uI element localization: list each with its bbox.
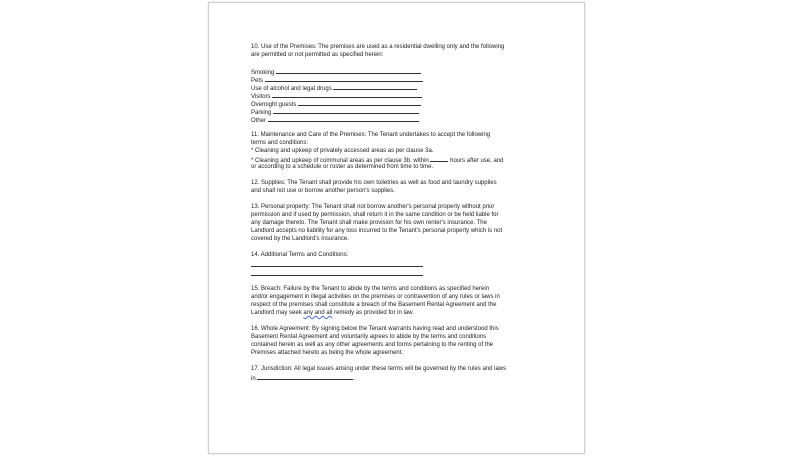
s16-line-4: Premises attached hereto as being the whole agreement.: [251, 350, 404, 356]
field-overnight-guests: Overnight guests: [251, 99, 536, 107]
field-smoking: Smoking: [251, 67, 536, 75]
s12-line-2: and shall not use or borrow another person's supplies.: [251, 188, 395, 194]
field-visitors: Visitors: [251, 91, 536, 99]
blank-hours[interactable]: [430, 155, 448, 162]
s16-line-1: 16. Whole Agreement: By signing below the Tenant warrants having read and understood this: [251, 326, 499, 332]
s15-line-1: 15. Breach: Failure by the Tenant to abide by the terms and conditions as specified herein: [251, 286, 490, 292]
blank-parking[interactable]: [273, 107, 419, 114]
s15-line-2: and/or engagement in illegal activities on the premises or contravention of any rules or laws in: [251, 294, 500, 300]
blank-smoking[interactable]: [276, 67, 421, 74]
blank-overnight-guests[interactable]: [298, 99, 421, 106]
s11-line-2: terms and conditions:: [251, 140, 309, 146]
field-pets: Pets: [251, 75, 536, 83]
s11-line-5: or according to a schedule or roster as determined from time to time.: [251, 164, 434, 170]
s11-line-3: * Cleaning and upkeep of privately accessed areas as per clause 3a.: [251, 148, 434, 154]
s11-line-4: * Cleaning and upkeep of communal areas as per clause 3b. within hours after use, and: [251, 155, 536, 163]
blank-pets[interactable]: [265, 75, 423, 82]
s13-line-4: Landlord accepts no liability for any loss incurred to the Tenant's personal property which is not: [251, 228, 503, 234]
s12-line-1: 12. Supplies: The Tenant shall provide his own toiletries as well as food and laundry supplies: [251, 180, 497, 186]
blank-jurisdiction[interactable]: [257, 373, 353, 380]
s14-line-1: 14. Additional Terms and Conditions:: [251, 252, 349, 258]
s15-line-4: Landlord may seek any and all remedy as provided for in law.: [251, 310, 414, 316]
document-content: [251, 43, 536, 381]
blank-additional-terms-1[interactable]: [251, 259, 423, 267]
field-parking: Parking: [251, 107, 536, 115]
s10-line-2: are permitted or not permitted as specified herein:: [251, 52, 384, 58]
blank-additional-terms-2[interactable]: [251, 268, 423, 276]
s17-line-2: in .: [251, 373, 536, 381]
spellcheck-underline: any and all: [303, 310, 333, 316]
s17-line-1: 17. Jurisdiction: All legal issues arising under these terms will be governed by the rules and laws: [251, 366, 507, 372]
s13-line-3: any damage thereto. The Tenant shall make provision for his own renter's insurance. The: [251, 220, 487, 226]
document-page: [208, 2, 585, 454]
field-other: Other: [251, 115, 536, 123]
blank-visitors[interactable]: [272, 91, 422, 98]
s16-line-3: contained herein as well as any other agreements and forms pertaining to the renting of the: [251, 342, 494, 348]
s15-line-3: respect of the premises shall constitute a breach of the Basement Rental Agreement and the: [251, 302, 497, 308]
s13-line-2: permission and if used by permission, shall return it in the same condition or be held liable for: [251, 212, 499, 218]
s13-line-5: covered by the Landlord's insurance.: [251, 236, 349, 242]
blank-other[interactable]: [268, 115, 419, 122]
field-alcohol: Use of alcohol and legal drugs: [251, 83, 536, 91]
s11-line-1: 11. Maintenance and Care of the Premises: The Tenant undertakes to accept the following: [251, 132, 491, 138]
s13-line-1: 13. Personal property: The Tenant shall not borrow another's personal property without prior: [251, 204, 495, 210]
s16-line-2: Basement Rental Agreement and voluntarily agrees to abide by the terms and conditions: [251, 334, 487, 340]
blank-alcohol[interactable]: [333, 83, 417, 90]
s10-line-1: 10. Use of the Premises: The premises are used as a residential dwelling only and the following: [251, 44, 505, 50]
